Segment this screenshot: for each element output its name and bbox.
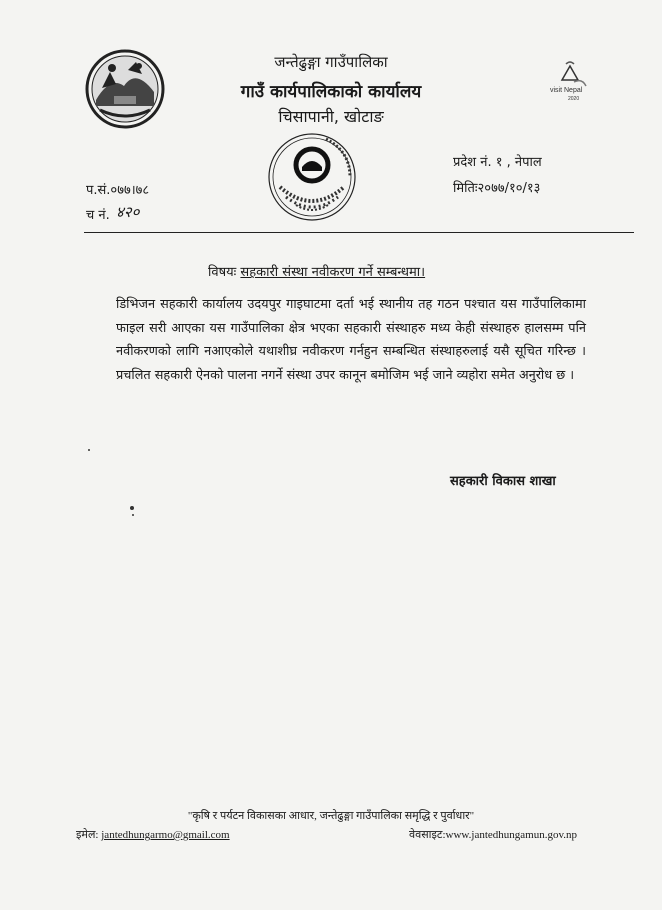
footer-website[interactable]: वेवसाइट:www.jantedhungamun.gov.np (409, 829, 577, 841)
office-address: चिसापानी, खोटाङ (278, 107, 384, 126)
visit-nepal-year: 2020 (568, 96, 580, 102)
email-link[interactable]: jantedhungarmo@gmail.com (101, 829, 230, 841)
chalani-number-handwritten: ४२० (116, 203, 140, 221)
header-divider (84, 232, 634, 233)
scan-speck (132, 514, 134, 516)
office-round-seal-stamp (266, 131, 358, 223)
scan-speck (88, 449, 90, 451)
letter-body: डिभिजन सहकारी कार्यालय उदयपुर गाइघाटमा दर्ता भई स्थानीय तह गठन पश्चात यस गाउँपालिकामा फाइल सरी आएका यस गाउँपालिका क्षेत्र भएका सहकारी संस्थाहरु मध्य केही संस्थाहरु हालसम्म पनि नवीकरणको लागि नआएकोले यथाशीघ्र नवीकरण गर्नहुन सम्बन्धित संस्थाहरुलाई यसै सूचित गरिन्छ । प्रचलित सहकारी ऐनको पालना नगर्ने संस्था उपर कानून बमोजिम भई जाने व्यहोरा समेत अनुरोध छ । (116, 297, 586, 383)
subject-line (208, 262, 425, 280)
municipality-name: जन्तेढुङ्गा गाउँपालिका (274, 53, 388, 71)
email-label: इमेल: (76, 829, 99, 841)
subject-text: सहकारी संस्था नवीकरण गर्ने सम्बन्धमा। (240, 265, 426, 280)
signature-department: सहकारी विकास शाखा (450, 474, 556, 489)
chalani-label: च नं. (86, 208, 110, 223)
scan-speck (130, 506, 134, 510)
visit-nepal-text: visit Nepal (550, 87, 583, 94)
patra-sankhya: प.सं.०७७।७८ (86, 183, 150, 198)
province-text: प्रदेश नं. १ , नेपाल (453, 155, 542, 170)
footer-slogan: "कृषि र पर्यटन विकासका आधार, जन्तेढुङ्गा गाउँपालिका समृद्धि र पुर्वाधार" (187, 810, 475, 822)
office-name: गाउँ कार्यपालिकाको कार्यालय (240, 82, 422, 102)
footer-email (76, 827, 230, 842)
subject-label: विषयः (208, 265, 237, 280)
letter-date: मितिः२०७७/१०/१३ (453, 181, 541, 196)
